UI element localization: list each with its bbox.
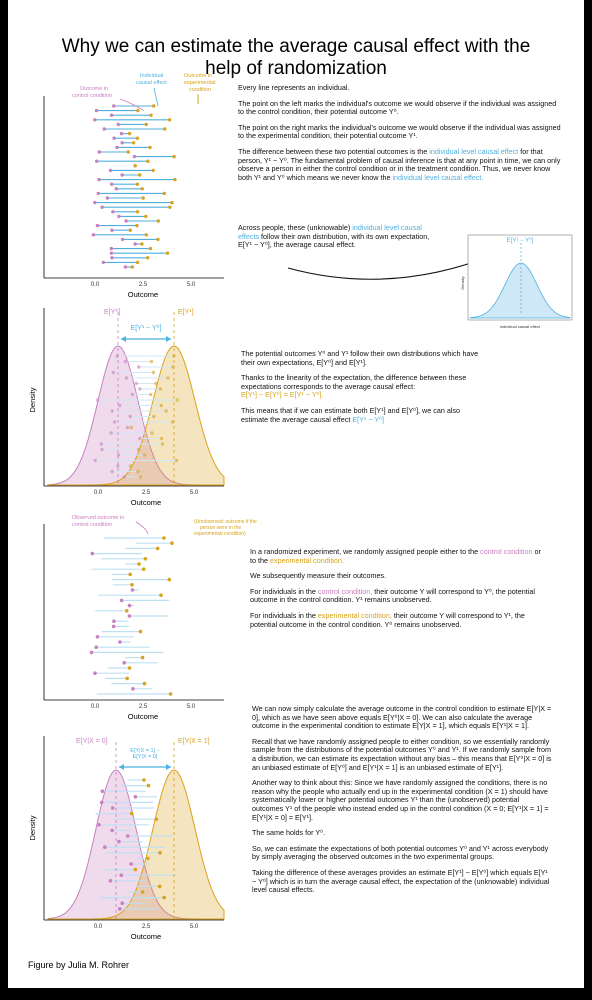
text3-p3: This means that if we can estimate both E[Y¹] and E[Y⁰], we can also estimate the average causal effect E[Y¹ − Y⁰]: [241, 405, 461, 424]
label-e-y-x1: E[Y|X = 1]: [178, 738, 210, 745]
text5-p5: So, we can estimate the expectations of both potential outcomes Y⁰ and Y¹ across everybody by simply averaging the observed outcomes in the two experimental groups.: [252, 843, 549, 862]
arrow-observed: [136, 522, 148, 534]
text1-p2: The point on the left marks the individual's outcome we would observe if the individual was assigned to the control condition, their potential outcome Y⁰.: [238, 98, 557, 117]
tick-0: 0.0: [93, 490, 103, 496]
annotation-control-1: Outcome in: [80, 86, 109, 92]
inset-causal-effect-density: [456, 225, 576, 335]
x-axis-label: Outcome: [127, 712, 159, 721]
annotation-observed-2: control condition: [72, 522, 113, 528]
inset-label: E[Y¹ − Y⁰]: [506, 238, 534, 244]
tick-5: 5.0: [186, 704, 196, 710]
text5-p1: We can now simply calculate the average outcome in the control condition to estimate E[Y|X = 0], which as we have seen above equals E[Y⁰|X = 0]. We can also calculate the average outcome in the experimental condition to estimate E[Y|X = 1], which equals E[Y¹|X = 1].: [252, 704, 552, 731]
annotation-observed-1: Observed outcome in: [72, 515, 125, 521]
label-e-diff: E[Y¹ − Y⁰]: [130, 325, 162, 332]
tick-0: 0.0: [90, 282, 100, 288]
text2-p: Across people, these (unknowable) individual level causal effects follow their own distribution, with its own expectation, E[Y¹ − Y⁰], the average causal effect.: [238, 223, 430, 250]
tick-2-5: 2.5: [141, 490, 151, 496]
text4-p1: In a randomized experiment, we randomly assigned people either to the control condition or to the experimental condition.: [250, 547, 541, 565]
x-axis-label: Outcome: [130, 498, 162, 507]
panel-2-potential-outcome-distributions: [28, 300, 228, 510]
text3-p1: The potential outcomes Y⁰ and Y¹ follow their own distributions which have their own expectations, E[Y⁰] and E[Y¹].: [241, 349, 479, 367]
text3-p2: Thanks to the linearity of the expectation, the difference between these expectations corresponds to the average causal effect: E[Y¹] − E[Y⁰] = E[Y¹ − Y⁰].: [241, 373, 467, 400]
panel-3-observed-outcomes-plot: [28, 502, 257, 727]
tick-5: 5.0: [186, 282, 196, 288]
label-e-y-x0: E[Y|X = 0]: [76, 738, 108, 745]
text-block-5: [252, 705, 552, 902]
individual-lines: [92, 104, 177, 268]
title-line-1: Why we can estimate the average causal effect with the: [61, 36, 531, 57]
text4-p2: We subsequently measure their outcomes.: [250, 571, 387, 581]
individual-lines: [90, 536, 174, 696]
text4-p3: For individuals in the control condition, their outcome Y will correspond to Y⁰, the potential outcome in the control condition. Y¹ remains unobserved.: [250, 586, 535, 605]
annotation-experimental-3: condition: [189, 87, 212, 93]
tick-2-5: 2.5: [138, 704, 148, 710]
y-axis-label: Density: [28, 387, 37, 413]
text1-p3: The point on the right marks the individual's outcome we would observe if the individual was assigned to the experimental condition, their potential outcome Y¹.: [238, 122, 561, 141]
arrow-control: [120, 99, 144, 111]
text5-p6: Taking the difference of these averages provides an estimate E[Y¹] − E[Y⁰] which equals E[Y¹ − Y⁰] which is in turn the average causal effect, the expectation of the (unknowable) individual level causal effects.: [252, 867, 550, 895]
tick-5: 5.0: [189, 490, 199, 496]
inset-ylabel: Density: [460, 276, 465, 290]
y-axis-label: Density: [28, 815, 37, 841]
annotation-control-2: control condition: [72, 93, 113, 99]
text1-p4: The difference between these two potential outcomes is the individual level causal effect for that person, Y¹ − Y⁰. The fundamental problem of causal inference is that at any point in time, we can only observe a person in either the control condition or in the treatment condition. Thus, we never know both Y¹ and Y⁰ which means we never know the individual level causal effect.: [238, 146, 561, 182]
figure-credit: Figure by Julia M. Rohrer: [28, 960, 130, 970]
tick-2-5: 2.5: [141, 924, 151, 930]
text-block-4: [250, 548, 546, 636]
x-axis-label: Outcome: [130, 932, 162, 941]
title-line-2: help of randomization: [205, 58, 387, 79]
tick-0: 0.0: [93, 924, 103, 930]
tick-5: 5.0: [189, 924, 199, 930]
text4-p4: For individuals in the experimental condition, their outcome Y will correspond to Y¹, the potential outcome in the control condition. Y⁰ remains unobserved.: [250, 610, 525, 629]
annotation-unobserved-2: person were in the: [200, 525, 242, 531]
tick-0: 0.0: [90, 704, 100, 710]
annotation-effect-1: Individual: [140, 73, 164, 79]
tick-2-5: 2.5: [138, 282, 148, 288]
text5-p3: Another way to think about this: Since we have randomly assigned the conditions, there is no reason why the people who actually end up in the experimental condition (X = 1) should have systematically lower or higher potential outcomes Y¹ than the (unobserved) potential outcomes Y¹ of the people who instead ended up in the control condition (X = 0; E[Y¹|X = 1] = E[Y¹|X = 0] = E[Y¹].: [252, 778, 549, 822]
x-axis-label: Outcome: [127, 290, 159, 299]
text5-p2: Recall that we have randomly assigned people to either condition, so we essentially randomly sample from the distributions of the potential outcomes Y⁰ and Y¹. If we randomly sample from a distribution, we can estimate its expectation without any bias – this means that E[Y⁰|X = 0] is an unbiased estimate of E[Y⁰] and E[Y¹|X = 1] is an unbiased estimate of E[Y¹].: [252, 736, 552, 772]
text5-p4: The same holds for Y⁰.: [252, 828, 326, 838]
text-block-1: [238, 84, 563, 189]
annotation-experimental-1: Outcome in: [184, 73, 213, 79]
panel-1-potential-outcomes-plot: [28, 68, 228, 308]
text-block-3: [241, 350, 481, 431]
arrow-effect: [154, 88, 158, 106]
label-diff-1: E[Y|X = 1] −: [130, 748, 160, 754]
inset-xlabel: individual causal effect: [499, 324, 541, 329]
annotation-unobserved-3: experimental condition): [194, 531, 246, 537]
label-e-y1: E[Y¹]: [178, 309, 194, 316]
figure-canvas: [8, 0, 584, 988]
text1-p1: Every line represents an individual.: [238, 83, 350, 92]
annotation-experimental-2: experimental: [184, 80, 216, 86]
label-diff-2: E[Y|X = 0]: [132, 754, 158, 760]
label-e-y0: E[Y⁰]: [104, 309, 121, 316]
annotation-effect-2: causal effect: [136, 80, 167, 86]
panel-4-observed-outcome-distributions: [28, 728, 238, 950]
annotation-unobserved-1: (Unobserved: outcome if the: [194, 519, 257, 525]
